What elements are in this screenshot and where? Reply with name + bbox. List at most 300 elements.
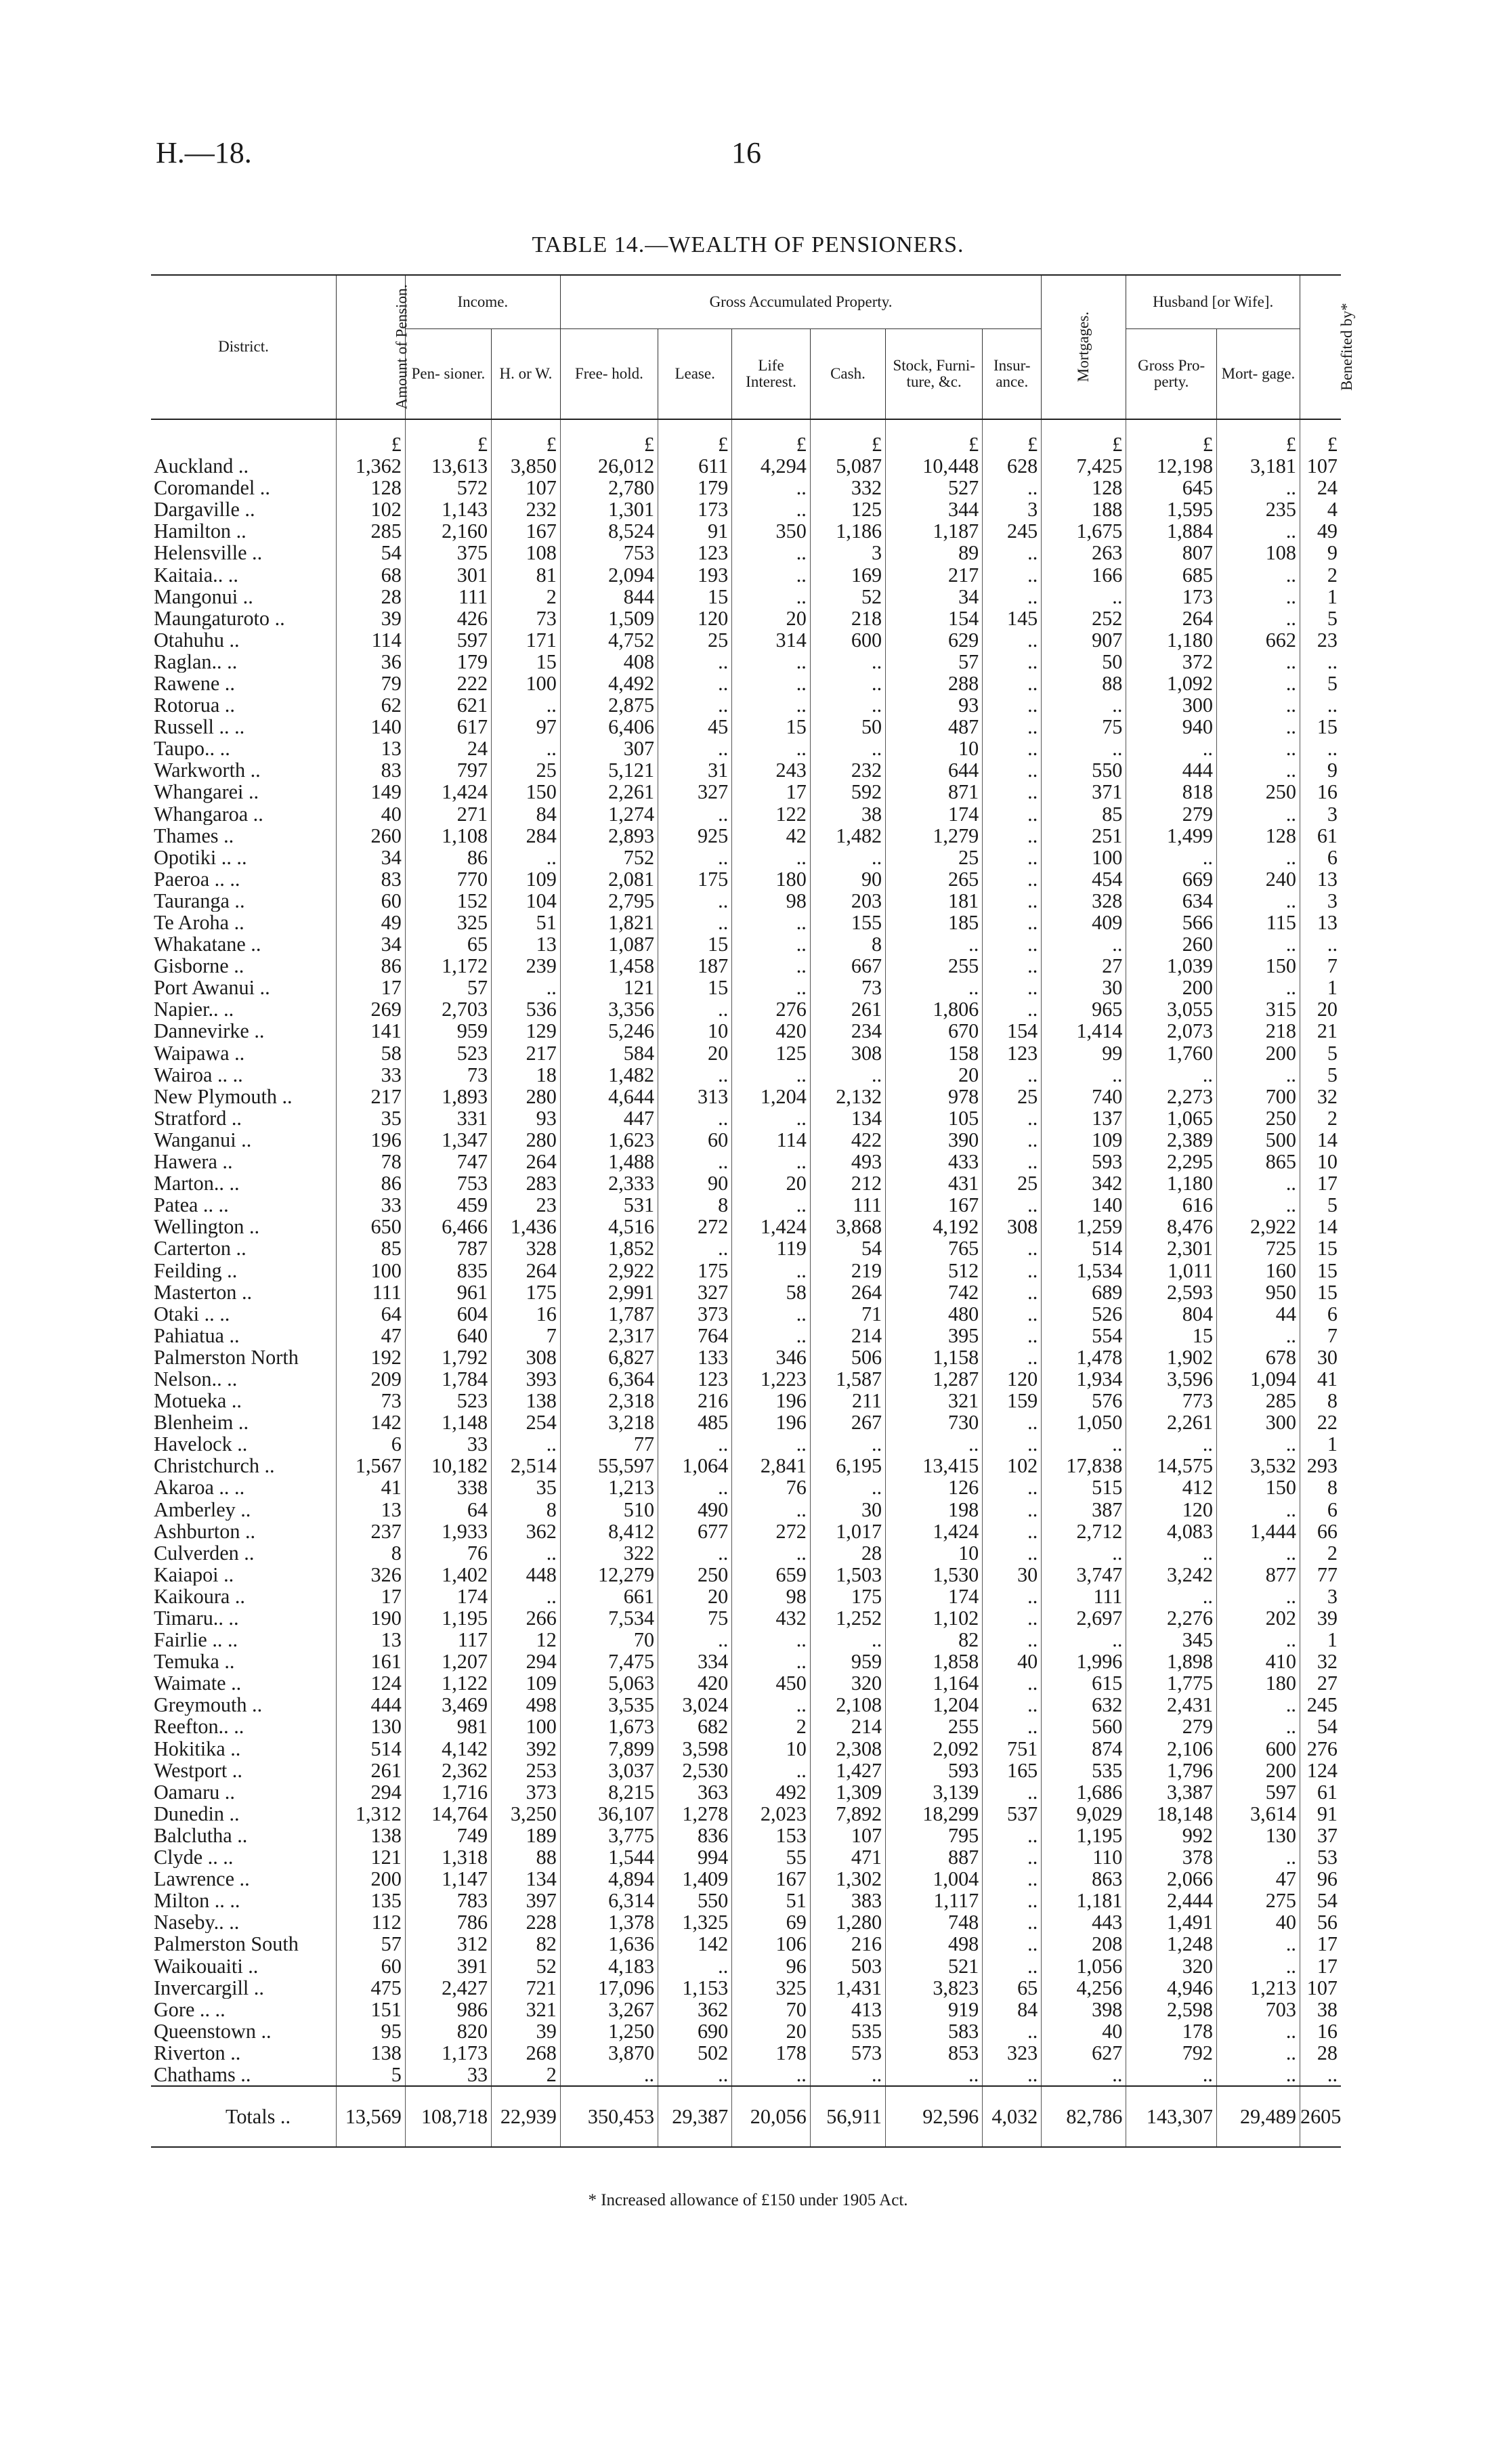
value-cell: .. [983,651,1042,673]
value-cell: 600 [1216,1738,1300,1760]
value-cell: 13 [1300,912,1341,933]
value-cell: 326 [337,1564,406,1586]
value-cell: 1,933 [405,1521,491,1542]
value-cell: 1,893 [405,1086,491,1107]
value-cell: .. [1216,1064,1300,1086]
value-cell: 100 [492,673,561,694]
value-cell: 1,325 [658,1911,732,1933]
value-cell: 276 [732,998,811,1020]
value-cell: .. [983,694,1042,716]
value-cell: 30 [1300,1346,1341,1368]
value-cell: 471 [810,1846,885,1868]
value-cell: 444 [337,1694,406,1716]
value-cell: 844 [560,586,658,608]
value-cell: .. [810,694,885,716]
value-cell: 459 [405,1194,491,1216]
value-cell: 1,180 [1126,1172,1217,1194]
value-cell: 475 [337,1977,406,1999]
value-cell: 41 [337,1477,406,1498]
value-cell: 514 [337,1738,406,1760]
value-cell: 1,784 [405,1368,491,1390]
value-cell: .. [658,1629,732,1651]
table-row [151,1542,1341,1564]
value-cell: 15 [658,586,732,608]
value-cell: .. [1042,933,1126,955]
table-row [151,1672,1341,1694]
value-cell: 3,037 [560,1760,658,1781]
value-cell: 308 [810,1042,885,1064]
district-cell: Hokitika .. [154,1737,241,1760]
value-cell: .. [983,1477,1042,1498]
value-cell: 64 [405,1499,491,1521]
district-cell: Auckland .. [154,455,249,477]
value-cell: .. [983,1281,1042,1303]
value-cell: .. [658,912,732,933]
value-cell: 362 [658,1999,732,2020]
value-cell: 535 [810,2020,885,2042]
value-cell: 12 [492,1629,561,1651]
mortgages-header: Mortgages. [1042,275,1126,419]
value-cell: 254 [492,1411,561,1433]
value-cell: 174 [886,803,983,825]
value-cell: 8 [810,933,885,955]
value-cell: 7,534 [560,1607,658,1629]
value-cell: 265 [886,868,983,890]
value-cell: 4,946 [1126,1977,1217,1999]
value-cell: 1,039 [1126,955,1217,977]
value-cell: 51 [732,1890,811,1911]
value-cell: 512 [886,1259,983,1281]
value-cell: 20 [886,1064,983,1086]
value-cell: 383 [810,1890,885,1911]
value-cell: 836 [658,1825,732,1846]
value-cell: 114 [732,1129,811,1151]
value-cell: 1,898 [1126,1651,1217,1672]
district-cell: Opotiki .. .. [154,846,247,868]
value-cell: 485 [658,1411,732,1433]
district-cell: Coromandel .. [154,477,270,499]
value-cell: 2,106 [1126,1738,1217,1760]
value-cell: 604 [405,1303,491,1325]
value-cell: 2,444 [1126,1890,1217,1911]
value-cell: 30 [983,1564,1042,1586]
value-cell: 5,063 [560,1672,658,1694]
value-cell: .. [983,890,1042,912]
value-cell: 180 [732,868,811,890]
value-cell: .. [983,716,1042,738]
value-cell: 412 [1126,1477,1217,1498]
value-cell: 408 [560,651,658,673]
value-cell: .. [492,1433,561,1455]
value-cell: 175 [658,1259,732,1281]
district-cell: Christchurch .. [154,1455,275,1477]
value-cell: 83 [337,868,406,890]
district-cell: Culverden .. [154,1542,255,1564]
value-cell: 1,858 [886,1651,983,1672]
value-cell: 121 [560,977,658,998]
value-cell: 135 [337,1890,406,1911]
district-cell: Masterton .. [154,1281,253,1303]
value-cell: .. [983,1672,1042,1694]
district-cell: Chathams .. [154,2063,251,2086]
value-cell: .. [1216,586,1300,608]
value-cell: .. [810,651,885,673]
value-cell: 37 [1300,1825,1341,1846]
value-cell: 487 [886,716,983,738]
value-cell: 130 [1216,1825,1300,1846]
cash-header: Cash. [810,329,885,420]
value-cell: 91 [658,520,732,542]
value-cell: 4,142 [405,1738,491,1760]
value-cell: .. [658,2064,732,2086]
value-cell: 130 [337,1716,406,1737]
value-cell: 25 [983,1172,1042,1194]
value-cell: 1,402 [405,1564,491,1586]
value-cell: 592 [810,781,885,803]
total-cell: 350,453 [560,2086,658,2147]
value-cell: .. [983,2020,1042,2042]
value-cell: 770 [405,868,491,890]
value-cell: .. [1216,1325,1300,1346]
value-cell: 7 [1300,955,1341,977]
district-cell: Stratford .. [154,1107,242,1129]
district-cell: Greymouth .. [154,1694,263,1716]
value-cell: .. [1300,2064,1341,2086]
value-cell: 50 [1042,651,1126,673]
value-cell: 863 [1042,1868,1126,1890]
value-cell: 1,204 [886,1694,983,1716]
value-cell: 288 [886,673,983,694]
value-cell: 1,318 [405,1846,491,1868]
value-cell: 75 [658,1607,732,1629]
value-cell: .. [1216,803,1300,825]
value-cell: .. [810,847,885,868]
value-cell: 107 [810,1825,885,1846]
value-cell: 17 [1300,1955,1341,1976]
district-cell: Helensville .. [154,542,263,564]
value-cell: 200 [1126,977,1217,998]
value-cell: .. [983,1933,1042,1955]
value-cell: 14,764 [405,1803,491,1825]
value-cell: 689 [1042,1281,1126,1303]
table-row [151,2064,1341,2086]
total-cell: 92,596 [886,2086,983,2147]
value-cell: 650 [337,1216,406,1237]
table-row [151,1868,1341,1890]
value-cell: 634 [1126,890,1217,912]
district-cell: Temuka .. [154,1651,235,1673]
value-cell: 3,598 [658,1738,732,1760]
value-cell: .. [1300,651,1341,673]
value-cell: 1,503 [810,1564,885,1586]
value-cell: 33 [337,1194,406,1216]
value-cell: 24 [1300,477,1341,498]
value-cell: 667 [810,955,885,977]
value-cell: 3,139 [886,1781,983,1803]
value-cell: 121 [337,1846,406,1868]
value-cell: 235 [1216,498,1300,520]
value-cell: 99 [1042,1042,1126,1064]
table-row [151,955,1341,977]
value-cell: .. [1216,977,1300,998]
value-cell: 10 [732,1738,811,1760]
value-cell: 178 [732,2042,811,2064]
value-cell: 1,279 [886,825,983,847]
value-cell: .. [983,2064,1042,2086]
value-cell: 8,524 [560,520,658,542]
value-cell: .. [983,1607,1042,1629]
value-cell: 1,424 [732,1216,811,1237]
value-cell: 1,478 [1042,1346,1126,1368]
value-cell: .. [658,1237,732,1259]
value-cell: .. [732,1325,811,1346]
value-cell: .. [1216,1586,1300,1607]
table-row [151,1933,1341,1955]
value-cell: .. [658,694,732,716]
value-cell: 328 [1042,890,1126,912]
value-cell: 4,516 [560,1216,658,1237]
value-cell: .. [983,1151,1042,1172]
value-cell: 490 [658,1499,732,1521]
value-cell: 9,029 [1042,1803,1126,1825]
value-cell: 1,414 [1042,1020,1126,1042]
table-row [151,1846,1341,1868]
value-cell: 260 [1126,933,1217,955]
district-cell: Port Awanui .. [154,977,270,999]
value-cell: 294 [337,1781,406,1803]
table-row [151,1911,1341,1933]
value-cell: 1,004 [886,1868,983,1890]
value-cell: 111 [1042,1586,1126,1607]
value-cell: .. [983,1237,1042,1259]
value-cell: 237 [337,1521,406,1542]
total-cell: 2605 [1300,2086,1341,2147]
value-cell: .. [983,759,1042,781]
value-cell: 3,181 [1216,455,1300,477]
value-cell: 307 [560,738,658,759]
value-cell: 6,827 [560,1346,658,1368]
value-cell: 820 [405,2020,491,2042]
value-cell: 391 [405,1955,491,1976]
value-cell: 10 [886,1542,983,1564]
value-cell: 1,117 [886,1890,983,1911]
value-cell: 154 [886,608,983,629]
value-cell: 8 [492,1499,561,1521]
value-cell: 264 [810,1281,885,1303]
value-cell: 804 [1126,1303,1217,1325]
value-cell: 60 [658,1129,732,1151]
value-cell: 93 [492,1107,561,1129]
value-cell: 1,017 [810,1521,885,1542]
value-cell: 6,466 [405,1216,491,1237]
value-cell: 173 [658,498,732,520]
wealth-table [151,274,1355,2148]
value-cell: 85 [1042,803,1126,825]
value-cell: 887 [886,1846,983,1868]
table-row [151,1455,1341,1477]
value-cell: 372 [1126,651,1217,673]
value-cell: 13 [337,1629,406,1651]
value-cell: 70 [732,1999,811,2020]
value-cell: 1,636 [560,1933,658,1955]
total-cell: 29,489 [1216,2086,1300,2147]
table-row [151,1651,1341,1672]
value-cell: 152 [405,890,491,912]
life-interest-header: Life Interest. [732,329,811,420]
value-cell: 2,108 [810,1694,885,1716]
value-cell: 498 [886,1933,983,1955]
district-cell: Rotorua .. [154,694,235,717]
table-row [151,1433,1341,1455]
table-row [151,1521,1341,1542]
value-cell: 253 [492,1760,561,1781]
value-cell: 327 [658,781,732,803]
value-cell: 102 [337,498,406,520]
table-row [151,1716,1341,1737]
value-cell: 12,279 [560,1564,658,1586]
value-cell: 332 [810,477,885,498]
value-cell: 17 [1300,1933,1341,1955]
district-cell: Dargaville .. [154,498,255,521]
value-cell: 217 [492,1042,561,1064]
value-cell: .. [492,977,561,998]
value-cell: 448 [492,1564,561,1586]
value-cell: .. [983,629,1042,651]
value-cell: 1,427 [810,1760,885,1781]
value-cell: 93 [886,694,983,716]
value-cell: 2,132 [810,1086,885,1107]
district-cell: Naseby.. .. [154,1911,240,1934]
table-row [151,1259,1341,1281]
value-cell: 1,064 [658,1455,732,1477]
value-cell: .. [492,847,561,868]
value-cell: 300 [1216,1411,1300,1433]
value-cell: 218 [1216,1020,1300,1042]
value-cell: 86 [337,1172,406,1194]
insurance-header: Insur- ance. [983,329,1042,420]
district-cell: Whakatane .. [154,933,261,956]
value-cell: 13 [492,933,561,955]
value-cell: 279 [1126,803,1217,825]
value-cell: 86 [337,955,406,977]
value-cell: 5 [337,2064,406,2086]
unit-cell: £ [560,419,658,455]
value-cell: 40 [983,1651,1042,1672]
district-cell: Maungaturoto .. [154,607,285,629]
value-cell: 992 [1126,1825,1217,1846]
value-cell: 703 [1216,1999,1300,2020]
value-cell: 75 [1042,716,1126,738]
value-cell: 320 [1126,1955,1217,1976]
table-row [151,1281,1341,1303]
value-cell: 137 [1042,1107,1126,1129]
value-cell: 15 [1126,1325,1217,1346]
value-cell: 321 [492,1999,561,2020]
value-cell: 245 [983,520,1042,542]
value-cell: .. [1216,1433,1300,1455]
value-cell: 23 [492,1194,561,1216]
unit-cell: £ [983,419,1042,455]
value-cell: 2,273 [1126,1086,1217,1107]
value-cell: 200 [1216,1760,1300,1781]
value-cell: 1,530 [886,1564,983,1586]
district-cell: Motueka .. [154,1390,242,1412]
value-cell: 7,899 [560,1738,658,1760]
value-cell: 1,158 [886,1346,983,1368]
value-cell: 1,509 [560,608,658,629]
value-cell: 321 [886,1390,983,1411]
value-cell: 120 [983,1368,1042,1390]
value-cell: .. [1126,1064,1217,1086]
value-cell: 1,347 [405,1129,491,1151]
value-cell: 167 [732,1868,811,1890]
unit-cell: £ [732,419,811,455]
pensioner-header: Pen- sioner. [405,329,491,420]
value-cell: 20 [732,2020,811,2042]
value-cell: 17 [337,977,406,998]
value-cell: 526 [1042,1303,1126,1325]
value-cell: 3 [1300,803,1341,825]
value-cell: 60 [337,1955,406,1976]
value-cell: 1,996 [1042,1651,1126,1672]
freehold-header: Free- hold. [560,329,658,420]
value-cell: .. [1216,1499,1300,1521]
value-cell: 124 [1300,1760,1341,1781]
value-cell: 124 [337,1672,406,1694]
value-cell: 14 [1300,1216,1341,1237]
value-cell: 38 [1300,1999,1341,2020]
value-cell: 344 [886,498,983,520]
value-cell: 73 [405,1064,491,1086]
value-cell: 218 [810,608,885,629]
value-cell: 661 [560,1586,658,1607]
value-cell: 628 [983,455,1042,477]
value-cell: 1,792 [405,1346,491,1368]
table-row [151,1477,1341,1498]
value-cell: .. [1216,1933,1300,1955]
value-cell: 1,686 [1042,1781,1126,1803]
value-cell: 3,823 [886,1977,983,1999]
value-cell: 15 [658,933,732,955]
value-cell: .. [983,1325,1042,1346]
total-cell: 22,939 [492,2086,561,2147]
value-cell: .. [810,1064,885,1086]
husband-header: Husband [or Wife]. [1126,275,1300,329]
value-cell: 410 [1216,1651,1300,1672]
table-row [151,1216,1341,1237]
district-cell: Wellington .. [154,1216,260,1238]
value-cell: .. [492,738,561,759]
value-cell: 308 [983,1216,1042,1237]
value-cell: .. [1216,651,1300,673]
value-cell: 123 [658,542,732,564]
value-cell: 1,902 [1126,1346,1217,1368]
value-cell: 807 [1126,542,1217,564]
value-cell: 2,389 [1126,1129,1217,1151]
value-cell: 4,894 [560,1868,658,1890]
value-cell: 185 [886,912,983,933]
table-row [151,542,1341,564]
value-cell: 232 [810,759,885,781]
value-cell: 54 [1300,1716,1341,1737]
value-cell: 1,488 [560,1151,658,1172]
value-cell: 120 [1126,1499,1217,1521]
value-cell: 98 [732,890,811,912]
value-cell: .. [732,1760,811,1781]
table-row [151,694,1341,716]
value-cell: 1,181 [1042,1890,1126,1911]
value-cell: 57 [886,651,983,673]
